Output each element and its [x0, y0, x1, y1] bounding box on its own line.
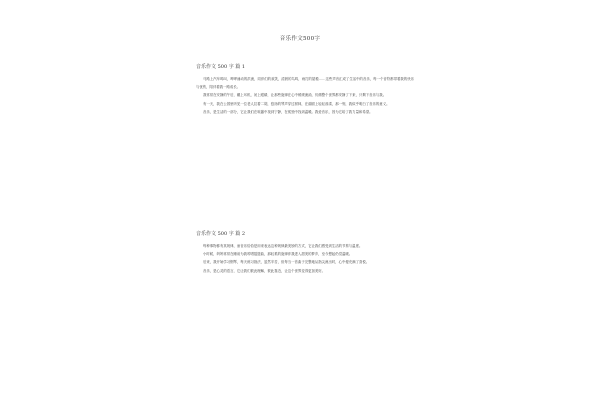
- paragraph: 每种事物都有其规律，而音乐恰恰是用来表达这种规律最美妙的方式，它让我们感受到生活的节奏与温度。: [203, 244, 363, 248]
- paragraph: 小时候，妈妈常常在睡前为我哼唱摇篮曲，那轻柔的旋律伴我进入甜美的梦乡，至今想起仍觉温暖。: [203, 252, 353, 257]
- paragraph: 有一天，我在公园里听见一位老人拉着二胡，悠扬的琴声穿过树林，在湖面上轻轻荡漾，那一刻，我似乎明白了音乐的意义。: [203, 101, 390, 106]
- essay-section-1: [196, 63, 414, 116]
- paragraph: 后来，我开始学习钢琴，每天练习指法，虽然辛苦，但每当一首曲子完整地从指尖流出时，心中便充满了喜悦。: [203, 260, 370, 265]
- paragraph: 音乐，是生活的一部分，它让我们在喧嚣中找到宁静，在孤独中找到温暖。我爱音乐，因为它给了我力量和希望。: [203, 109, 373, 114]
- paragraph: 我常常在安静的午后，戴上耳机，闭上眼睛，让那些旋律在心中缓缓流淌，仿佛整个世界都安静了下来，只剩下音乐与我。: [203, 93, 387, 98]
- section-heading: 音乐作文 500 字 篇 2: [196, 231, 246, 237]
- section-heading: 音乐作文 500 字 篇 1: [196, 64, 246, 70]
- paragraph: 马路上汽车鸣叫，哗哗涌动的洪流，同伴们的欢笑，清晨的鸟鸣，雨打的屋檐……这些声音汇成了生活中的音乐，每一个音符都带着我的快乐与忧伤，陪伴着我一路成长。: [196, 77, 414, 90]
- essay-section-2: [196, 230, 414, 275]
- paragraph: 音乐，是心灵的语言，它让我们彼此理解，彼此靠近，让这个世界变得更加美好。: [203, 268, 326, 273]
- document-title: 音乐作文500字: [279, 36, 321, 42]
